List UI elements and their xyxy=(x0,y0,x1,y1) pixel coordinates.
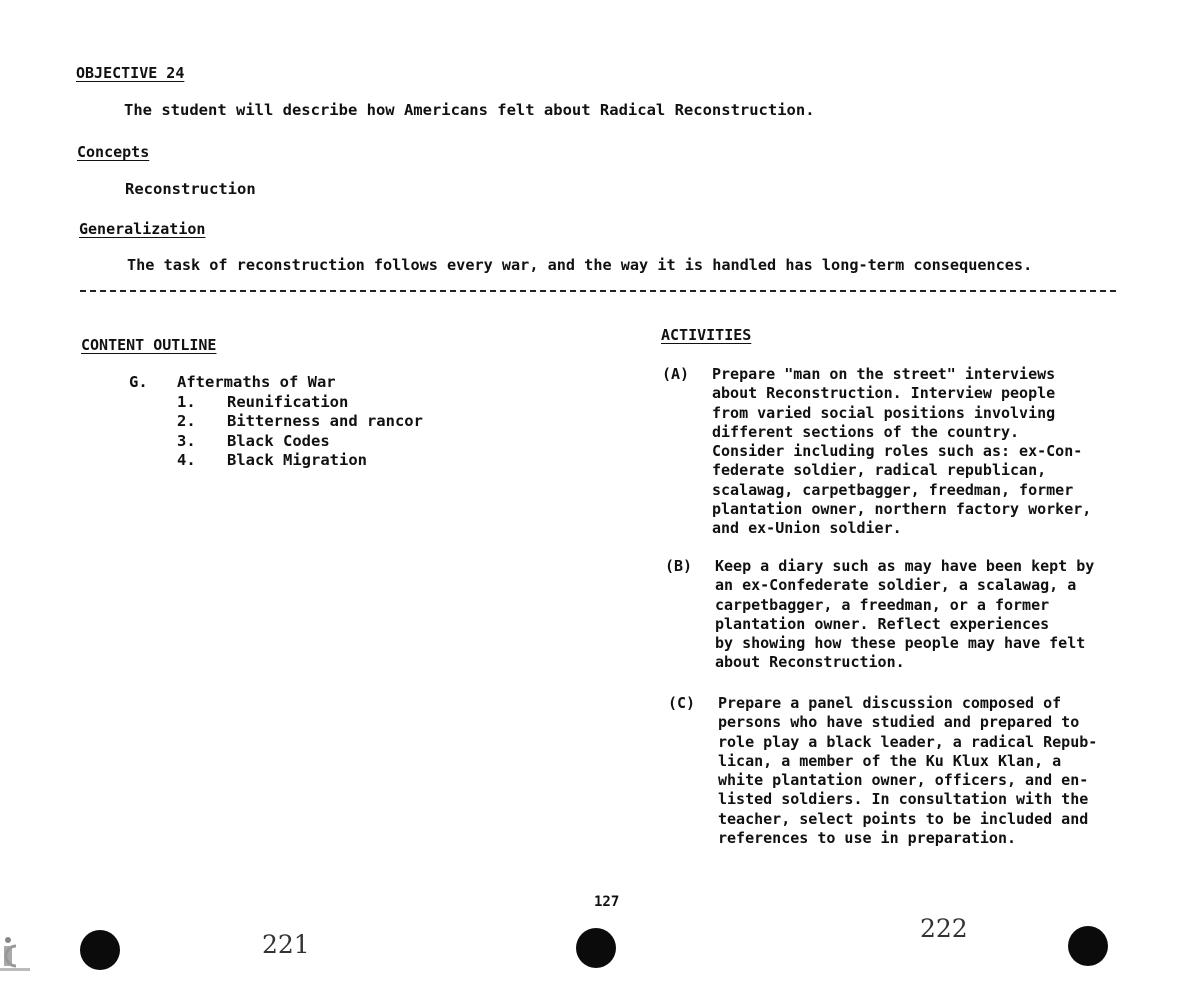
punch-hole-center xyxy=(576,928,616,968)
activities-heading: ACTIVITIES xyxy=(661,326,752,344)
activity-line: references to use in preparation. xyxy=(718,829,1017,848)
outline-title: Aftermaths of War xyxy=(177,373,336,391)
page-number: 127 xyxy=(594,894,620,910)
objective-text: The student will describe how Americans felt about Radical Reconstruction. xyxy=(124,101,815,119)
activity-line: from varied social positions involving xyxy=(712,403,1056,422)
concepts-heading: Concepts xyxy=(77,143,150,161)
activity-line: teacher, select points to be included and xyxy=(718,809,1089,828)
eric-logo-icon xyxy=(0,932,34,972)
activity-line: role play a black leader, a radical Repub- xyxy=(718,732,1098,751)
activity-line: about Reconstruction. Interview people xyxy=(712,384,1056,403)
handwritten-number-right: 222 xyxy=(920,914,968,943)
activity-line: federate soldier, radical republican, xyxy=(712,461,1047,480)
activity-text xyxy=(718,694,1097,848)
activity-line: about Reconstruction. xyxy=(715,653,905,672)
activity-line: Prepare a panel discussion composed of xyxy=(718,694,1062,712)
content-outline xyxy=(129,373,423,471)
list-item-number: 4. xyxy=(177,451,196,469)
list-item-number: 3. xyxy=(177,431,196,450)
activity-line: different sections of the country. xyxy=(712,422,1020,441)
activity-line: an ex-Confederate soldier, a scalawag, a xyxy=(715,576,1077,595)
handwritten-number-left: 221 xyxy=(262,930,310,959)
generalization-heading: Generalization xyxy=(79,220,206,238)
activity-line: Prepare "man on the street" interviews xyxy=(712,365,1056,383)
activity-line: lican, a member of the Ku Klux Klan, a xyxy=(718,751,1062,770)
activity-line: Keep a diary such as may have been kept by xyxy=(715,557,1095,575)
section-divider xyxy=(80,290,1116,292)
list-item-number: 1. xyxy=(177,392,196,411)
list-item xyxy=(177,412,423,432)
activity-line: listed soldiers. In consultation with the xyxy=(718,790,1089,809)
list-item-text: Reunification xyxy=(227,392,349,411)
concepts-text: Reconstruction xyxy=(125,180,256,198)
list-item-text: Bitterness and rancor xyxy=(227,412,423,430)
activity-text xyxy=(712,365,1091,539)
generalization-text: The task of reconstruction follows every war, and the way it is handled has long-term consequences. xyxy=(127,256,1033,274)
activity-label: (B) xyxy=(665,557,693,575)
activity-line: and ex-Union soldier. xyxy=(712,519,902,538)
activity-line: white plantation owner, officers, and en- xyxy=(718,771,1089,790)
activity-line: plantation owner. Reflect experiences xyxy=(715,614,1050,633)
list-item-text: Black Migration xyxy=(227,451,367,469)
activity-line: by showing how these people may have felt xyxy=(715,634,1086,653)
list-item-text: Black Codes xyxy=(227,431,330,450)
list-item-number: 2. xyxy=(177,412,196,430)
list-item xyxy=(177,451,423,471)
objective-heading: OBJECTIVE 24 xyxy=(76,64,185,82)
outline-letter: G. xyxy=(129,373,148,391)
activity-line: Consider including roles such as: ex-Con- xyxy=(712,442,1083,461)
activity-label: (C) xyxy=(668,694,696,712)
activity-label: (A) xyxy=(662,365,690,383)
punch-hole-left xyxy=(80,930,120,970)
activity-line: scalawag, carpetbagger, freedman, former xyxy=(712,480,1074,499)
punch-hole-right xyxy=(1068,926,1108,966)
activity-line: plantation owner, northern factory worker, xyxy=(712,500,1092,519)
content-outline-heading: CONTENT OUTLINE xyxy=(81,336,217,354)
outline-topic xyxy=(129,373,423,393)
list-item xyxy=(177,432,423,452)
list-item xyxy=(177,393,423,413)
activity-line: carpetbagger, a freedman, or a former xyxy=(715,595,1050,614)
activity-line: persons who have studied and prepared to xyxy=(718,713,1080,732)
activity-text xyxy=(715,557,1094,673)
